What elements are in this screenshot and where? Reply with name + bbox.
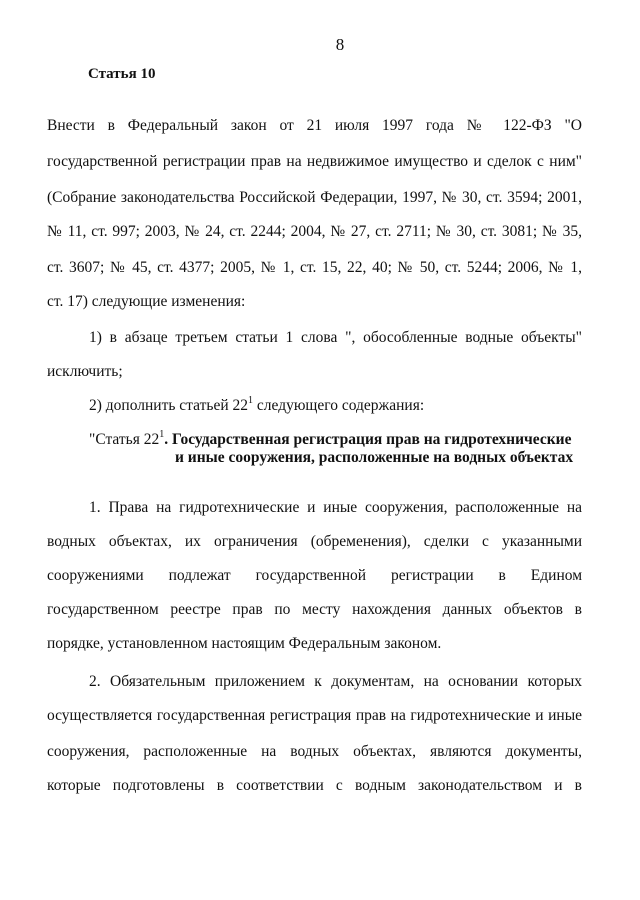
para2-line: которые подготовлены в соответствии с водным законодательством и в — [47, 777, 582, 794]
item2-prefix: 2) дополнить статьей 22 — [89, 397, 249, 414]
para1-line: 1. Права на гидротехнические и иные сооружения, расположенные на — [89, 499, 582, 516]
article-title-line2: и иные сооружения, расположенные на водных объектах — [175, 449, 574, 466]
intro-line: № 11, ст. 997; 2003, № 24, ст. 2244; 2004, № 27, ст. 2711; № 30, ст. 3081; № 35, — [47, 223, 582, 240]
para2-line: сооружения, расположенные на водных объектах, являются документы, — [47, 743, 582, 760]
item2-suffix: следующего содержания: — [253, 397, 425, 414]
article-title-line1 — [89, 430, 589, 450]
para1-line: сооружениями подлежат государственной регистрации в Едином — [47, 567, 582, 584]
intro-line: ст. 3607; № 45, ст. 4377; 2005, № 1, ст. 15, 22, 40; № 50, ст. 5244; 2006, № 1, — [47, 259, 582, 276]
intro-line: Внести в Федеральный закон от 21 июля 1997 года № 122-ФЗ "О — [47, 117, 582, 134]
para2-line: осуществляется государственная регистрация прав на гидротехнические и иные — [47, 707, 582, 724]
item1-line: исключить; — [47, 363, 123, 380]
intro-line: ст. 17) следующие изменения: — [47, 293, 246, 310]
article-title-prefix: "Статья 22 — [89, 431, 160, 448]
para1-line: водных объектах, их ограничения (обременения), сделки с указанными — [47, 533, 582, 550]
para1-line: государственном реестре прав по месту нахождения данных объектов в — [47, 601, 582, 618]
article-title-dot: . — [164, 431, 172, 448]
para1-line: порядке, установленном настоящим Федеральным законом. — [47, 635, 442, 652]
article-title-text: Государственная регистрация прав на гидротехнические — [172, 431, 572, 448]
item1-line: 1) в абзаце третьем статьи 1 слова ", обособленные водные объекты" — [89, 329, 582, 346]
intro-line: государственной регистрации прав на недвижимое имущество и сделок с ним" — [47, 153, 582, 170]
intro-line: (Собрание законодательства Российской Федерации, 1997, № 30, ст. 3594; 2001, — [47, 189, 582, 206]
item2-sup: 1 — [248, 394, 254, 406]
item2-line — [89, 396, 424, 416]
article-title-sup: 1 — [159, 428, 165, 440]
page-number: 8 — [335, 35, 345, 54]
para2-line: 2. Обязательным приложением к документам, на основании которых — [89, 673, 582, 690]
article-heading: Статья 10 — [88, 66, 156, 82]
